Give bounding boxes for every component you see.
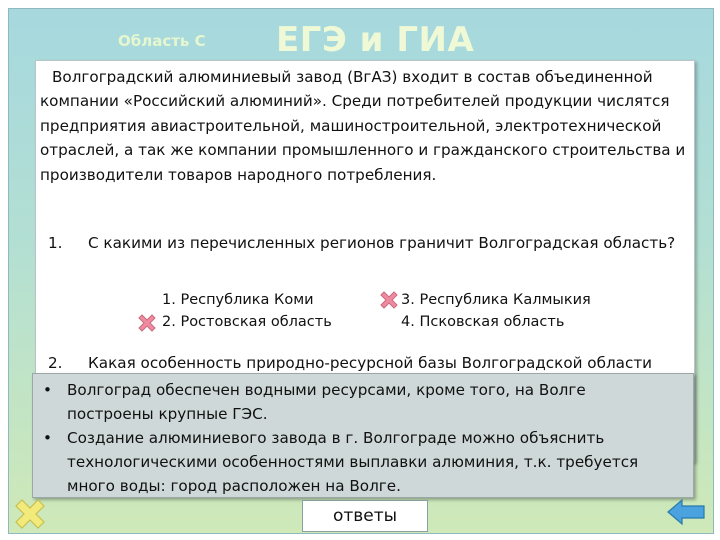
- question-number: 2.: [48, 354, 63, 372]
- option-4: 4. Псковская область: [401, 314, 565, 330]
- x-icon[interactable]: [12, 496, 48, 532]
- page-title: ЕГЭ и ГИА: [276, 20, 475, 60]
- x-mark-icon: [136, 312, 158, 334]
- back-arrow-icon[interactable]: [666, 498, 706, 526]
- option-2: 2. Ростовская область: [162, 314, 332, 330]
- option-1: 1. Республика Коми: [162, 292, 314, 308]
- x-mark-icon: [378, 289, 400, 311]
- bullet: •: [43, 429, 52, 447]
- answer-text: Волгоград обеспечен водными ресурсами, кроме того, на Волге построены крупные ГЭС.: [67, 381, 586, 423]
- answers-button[interactable]: ответы: [302, 500, 428, 532]
- question-text: С какими из перечисленных регионов граничит Волгоградская область?: [88, 234, 676, 252]
- option-3: 3. Республика Калмыкия: [401, 292, 591, 308]
- question-text: Какая особенность природно-ресурсной базы Волгоградской области: [88, 354, 653, 372]
- intro-text: Волгоградский алюминиевый завод (ВгАЗ) входит в состав объединенной компании «Российский алюминий». Среди потребителей продукции числятся предприятия авиастроительной, машиностроительной, электротехнической отраслей, а так же компании промышленного и гражданского строительства и производители товаров народного потребления.: [40, 68, 686, 184]
- answer-text: Создание алюминиевого завода в г. Волгограде можно объяснить технологическими особенностями выплавки алюминия, т.к. требуется много воды: город расположен на Волге.: [67, 429, 639, 495]
- bullet: •: [43, 381, 52, 399]
- question-number: 1.: [48, 234, 63, 252]
- answer-panel: [32, 373, 694, 498]
- region-label: Область С: [118, 32, 206, 50]
